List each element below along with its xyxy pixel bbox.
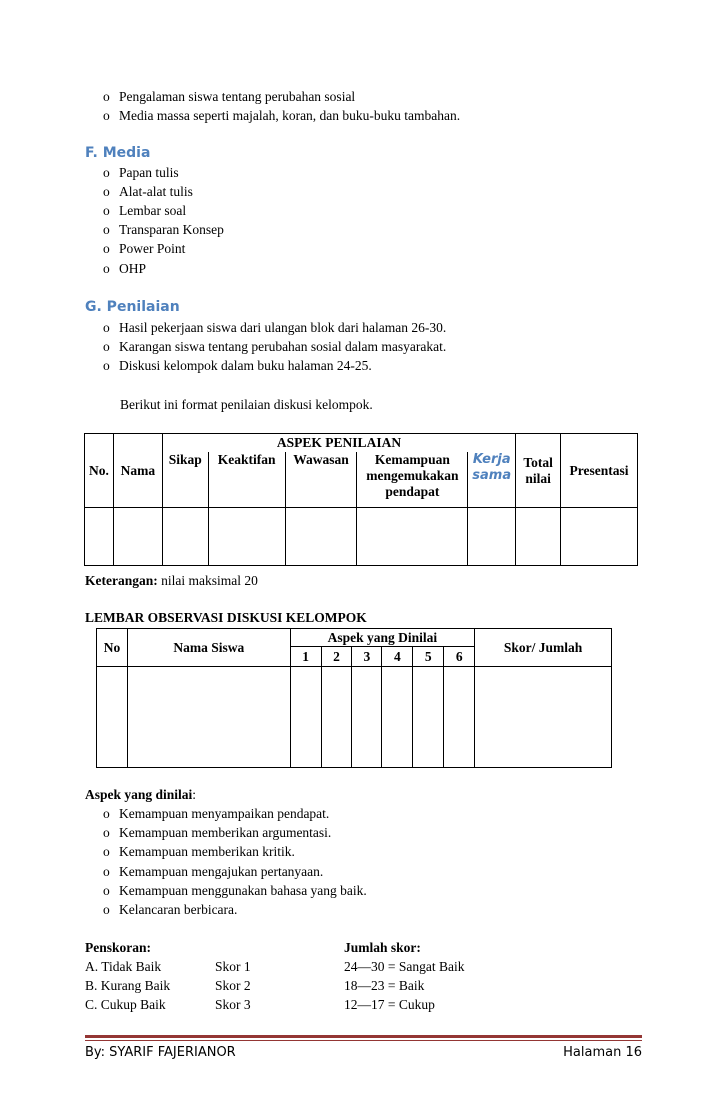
bullet-icon: o [103,339,110,354]
aspek-dinilai-header: Aspek yang Dinilai [290,629,475,647]
col-nama-siswa-header: Nama Siswa [127,629,290,667]
skor-label: Skor 3 [215,997,251,1012]
list-item: o Kemampuan memberikan kritik. [103,844,295,859]
bullet-icon: o [103,261,110,276]
keterangan: Keterangan: nilai maksimal 20 [85,573,258,588]
table-cell [162,508,208,566]
range-label: 18—23 = Baik [344,978,425,993]
list-item: o Papan tulis [103,165,179,180]
section-heading-penilaian: G. Penilaian [85,299,180,315]
bullet-icon: o [103,864,110,879]
bullet-icon: o [103,241,110,256]
list-item: o Power Point [103,241,186,256]
table-cell [444,667,475,768]
bullet-icon: o [103,320,110,335]
bullet-icon: o [103,203,110,218]
grade-label: C. Cukup Baik [85,997,166,1012]
observation-table [96,628,612,768]
list-item: o Hasil pekerjaan siswa dari ulangan blok dari halaman 26-30. [103,320,447,335]
col-nama-header: Nama [113,434,162,508]
table-cell [97,667,128,768]
table-cell [321,667,352,768]
bullet-icon: o [103,89,110,104]
aspek-dinilai-label: Aspek yang dinilai: [85,787,197,802]
aspek-header: ASPEK PENILAIAN [162,434,515,452]
aspek-number: 2 [321,647,352,667]
table-cell [516,508,561,566]
skor-label: Skor 1 [215,959,251,974]
grade-label: B. Kurang Baik [85,978,171,993]
list-item: o Transparan Konsep [103,222,224,237]
footer-rule-thin [85,1040,642,1041]
list-item: o Alat-alat tulis [103,184,193,199]
col-sikap-header: Sikap [162,452,208,508]
format-text: Berikut ini format penilaian diskusi kelompok. [120,397,373,412]
table-cell [413,667,444,768]
bullet-icon: o [103,184,110,199]
grade-label: A. Tidak Baik [85,959,162,974]
bullet-icon: o [103,806,110,821]
list-item: o Diskusi kelompok dalam buku halaman 24-25. [103,358,372,373]
col-no-header: No. [85,434,114,508]
footer-author: By: SYARIF FAJERIANOR [85,1045,236,1060]
footer-page: Halaman 16 [563,1045,642,1060]
footer [85,1045,642,1060]
col-keaktifan-header: Keaktifan [208,452,285,508]
footer-rule [85,1035,642,1038]
bullet-icon: o [103,222,110,237]
bullet-icon: o [103,844,110,859]
list-item: o Kemampuan menyampaikan pendapat. [103,806,330,821]
list-item: o Kemampuan menggunakan bahasa yang baik. [103,883,367,898]
bullet-icon: o [103,825,110,840]
table-cell [290,667,321,768]
table-cell [85,508,114,566]
col-wawasan-header: Wawasan [285,452,357,508]
table-cell [208,508,285,566]
assessment-table [84,433,638,566]
aspek-number: 3 [352,647,382,667]
list-item: o Kemampuan memberikan argumentasi. [103,825,332,840]
observasi-title: LEMBAR OBSERVASI DISKUSI KELOMPOK [85,610,367,625]
aspek-number: 4 [382,647,413,667]
bullet-icon: o [103,165,110,180]
col-presentasi-header: Presentasi [561,434,638,508]
table-cell [561,508,638,566]
list-item: o Kelancaran berbicara. [103,902,238,917]
list-item: o Lembar soal [103,203,187,218]
bullet-icon: o [103,902,110,917]
table-cell [285,508,357,566]
col-skor-header: Skor/ Jumlah [475,629,612,667]
list-item: o Media massa seperti majalah, koran, dan buku-buku tambahan. [103,108,461,123]
col-kerjasama-header: Kerja sama [468,452,516,508]
list-item: o OHP [103,261,147,276]
table-cell [113,508,162,566]
col-kemampuan-header: Kemampuan mengemukakan pendapat [357,452,468,508]
col-no-header: No [97,629,128,667]
table-cell [475,667,612,768]
list-item: o Pengalaman siswa tentang perubahan sosial [103,89,356,104]
col-total-header: Total nilai [516,434,561,508]
list-item: o Karangan siswa tentang perubahan sosial dalam masyarakat. [103,339,447,354]
bullet-icon: o [103,358,110,373]
aspek-number: 5 [413,647,444,667]
aspek-number: 6 [444,647,475,667]
range-label: 24—30 = Sangat Baik [344,959,465,974]
table-cell [382,667,413,768]
range-label: 12—17 = Cukup [344,997,435,1012]
table-cell [127,667,290,768]
table-cell [468,508,516,566]
aspek-number: 1 [290,647,321,667]
jumlah-skor-label: Jumlah skor: [344,940,421,955]
penskoran-label: Penskoran: [85,940,152,955]
table-cell [352,667,382,768]
bullet-icon: o [103,883,110,898]
skor-label: Skor 2 [215,978,251,993]
table-cell [357,508,468,566]
list-item: o Kemampuan mengajukan pertanyaan. [103,864,324,879]
bullet-icon: o [103,108,110,123]
section-heading-media: F. Media [85,145,151,161]
